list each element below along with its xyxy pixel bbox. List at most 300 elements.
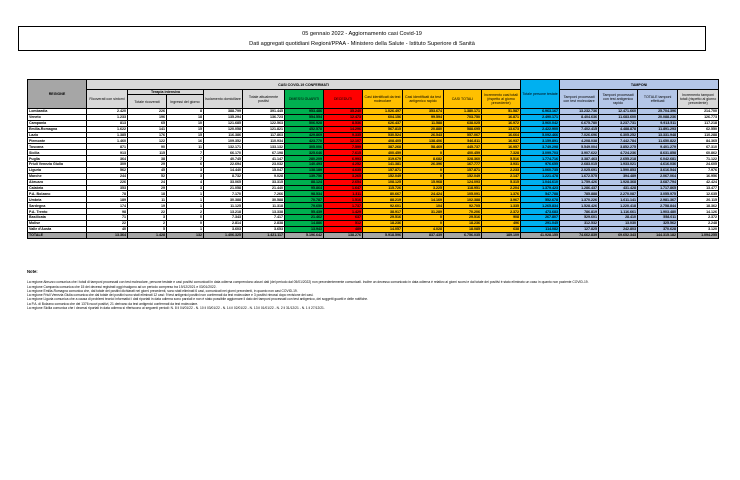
cell-casi-antigenico: 353.674 bbox=[403, 109, 444, 115]
cell-tamponi-molecolare: 786.819 bbox=[560, 209, 599, 215]
cell-casi-totali: 18.236 bbox=[444, 220, 482, 226]
cell-deceduti: 1.311 bbox=[324, 191, 363, 197]
cell-incremento-tamponi: 14.126 bbox=[678, 209, 719, 215]
cell-tamponi-antigenico: 394.489 bbox=[599, 173, 638, 179]
cell-casi-molecolare: 141.381 bbox=[363, 162, 403, 168]
cell-dimessi: 953.486 bbox=[285, 109, 324, 115]
cell-dimessi: 70.787 bbox=[285, 197, 324, 203]
cell-ricoverati-sintomi: 71 bbox=[87, 215, 128, 221]
cell-persone-testate: 1.044.610 bbox=[521, 179, 560, 185]
header-regione: REGIONE bbox=[28, 80, 87, 109]
total-cell-casi-totali: 6.756.035 bbox=[444, 232, 482, 238]
total-cell-ricoverati-sintomi: 13.364 bbox=[87, 232, 128, 238]
cell-regione: Basilicata bbox=[28, 215, 87, 221]
total-cell-tamponi-antigenico: 69.652.343 bbox=[599, 232, 638, 238]
cell-persone-testate: 1.265.834 bbox=[521, 203, 560, 209]
cell-regione: Abruzzo bbox=[28, 179, 87, 185]
cell-persone-testate: 114.082 bbox=[521, 226, 560, 232]
cell-totale-positivi: 30.588 bbox=[243, 197, 285, 203]
cell-totale-tamponi: 1.717.865 bbox=[638, 185, 678, 191]
cell-totale-positivi: 41.147 bbox=[243, 156, 285, 162]
cell-incremento-tamponi: 16.956 bbox=[678, 173, 719, 179]
total-row bbox=[28, 232, 719, 238]
cell-totale-ricoverati: 52 bbox=[128, 173, 167, 179]
cell-tamponi-antigenico: 1.928.368 bbox=[599, 179, 638, 185]
cell-totale-tamponi: 8.631.858 bbox=[638, 150, 678, 156]
cell-ingressi-giorno: 7 bbox=[167, 150, 204, 156]
cell-casi-molecolare: 157.871 bbox=[363, 167, 403, 173]
cell-isolamento: 109.352 bbox=[204, 138, 243, 144]
cell-casi-molecolare: 387.268 bbox=[363, 144, 403, 150]
cell-persone-testate: 2.422.900 bbox=[521, 126, 560, 132]
cell-casi-totali: 124.093 bbox=[444, 179, 482, 185]
cell-casi-totali: 92.705 bbox=[444, 203, 482, 209]
cell-incremento-casi: 16.871 bbox=[482, 114, 521, 120]
cell-ingressi-giorno: 8 bbox=[167, 109, 204, 115]
cell-dimessi: 95.864 bbox=[285, 185, 324, 191]
cell-totale-positivi: 3.653 bbox=[243, 226, 285, 232]
cell-totale-positivi: 7.266 bbox=[243, 191, 285, 197]
cell-tamponi-molecolare: 785.888 bbox=[560, 191, 599, 197]
total-cell-totale-ricoverati: 1.428 bbox=[128, 232, 167, 238]
cell-totale-positivi: 122.563 bbox=[243, 120, 285, 126]
cell-tamponi-antigenico: 11.683.600 bbox=[599, 114, 638, 120]
cell-dimessi: 554.554 bbox=[285, 114, 324, 120]
cell-incremento-casi: 51.587 bbox=[482, 109, 521, 115]
cell-ricoverati-sintomi: 913 bbox=[87, 150, 128, 156]
cell-regione: Friuli Venezia Giulia bbox=[28, 162, 87, 168]
cell-deceduti: 7.615 bbox=[324, 150, 363, 156]
cell-casi-totali: 102.388 bbox=[444, 197, 482, 203]
cell-totale-ricoverati: 11 bbox=[128, 197, 167, 203]
cell-tamponi-molecolare: 3.907.622 bbox=[560, 150, 599, 156]
cell-ricoverati-sintomi: 226 bbox=[87, 179, 128, 185]
cell-ricoverati-sintomi: 1.622 bbox=[87, 126, 128, 132]
cell-casi-molecolare: 1.026.497 bbox=[363, 109, 403, 115]
cell-ingressi-giorno: 3 bbox=[167, 185, 204, 191]
cell-casi-molecolare: 88.219 bbox=[363, 197, 403, 203]
cell-tamponi-antigenico: 6.305.252 bbox=[599, 132, 638, 138]
cell-casi-totali: 29.516 bbox=[444, 215, 482, 221]
cell-dimessi: 506.928 bbox=[285, 120, 324, 126]
cell-dimessi: 55.439 bbox=[285, 209, 324, 215]
cell-deceduti: 2.654 bbox=[324, 179, 363, 185]
covid-data-table bbox=[27, 79, 719, 239]
cell-dimessi: 423.770 bbox=[285, 138, 324, 144]
cell-totale-positivi: 7.417 bbox=[243, 215, 285, 221]
cell-totale-tamponi: 11.891.293 bbox=[638, 126, 678, 132]
cell-ingressi-giorno: 0 bbox=[167, 215, 204, 221]
cell-regione: Emilia-Romagna bbox=[28, 126, 87, 132]
header-incremento-tamponi: Incremento tamponi totali (rispetto al giorno precedente) bbox=[678, 90, 719, 109]
cell-ingressi-giorno: 4 bbox=[167, 179, 204, 185]
cell-dimessi: 140.493 bbox=[285, 162, 324, 168]
cell-totale-positivi: 391.445 bbox=[243, 109, 285, 115]
cell-tamponi-antigenico: 2.270.087 bbox=[599, 191, 638, 197]
total-cell-isolamento: 1.406.325 bbox=[204, 232, 243, 238]
cell-totale-ricoverati: 18 bbox=[128, 191, 167, 197]
cell-isolamento: 21.058 bbox=[204, 185, 243, 191]
cell-isolamento: 11.125 bbox=[204, 203, 243, 209]
cell-ricoverati-sintomi: 1.233 bbox=[87, 114, 128, 120]
cell-incremento-tamponi: 42.424 bbox=[678, 179, 719, 185]
cell-persone-testate: 1.379.423 bbox=[521, 185, 560, 191]
cell-casi-totali: 557.067 bbox=[444, 132, 482, 138]
cell-persone-testate: 976.655 bbox=[521, 162, 560, 168]
note-line: La regione Campania comunica che 15 dei decessi registrati oggi risalgono ad un periodo compreso tra 19/12/2021 e 03/01/2022. bbox=[27, 284, 217, 289]
cell-totale-ricoverati: 65 bbox=[128, 120, 167, 126]
cell-casi-molecolare: 14.057 bbox=[363, 226, 403, 232]
cell-casi-molecolare: 408.405 bbox=[363, 138, 403, 144]
cell-regione: P.A. Bolzano bbox=[28, 191, 87, 197]
cell-incremento-casi: 5.516 bbox=[482, 156, 521, 162]
cell-casi-molecolare: 626.437 bbox=[363, 120, 403, 126]
cell-casi-antigenico: 3.225 bbox=[403, 185, 444, 191]
cell-dimessi: 280.209 bbox=[285, 156, 324, 162]
cell-casi-molecolare: 319.679 bbox=[363, 156, 403, 162]
total-cell-dimessi: 5.196.642 bbox=[285, 232, 324, 238]
cell-regione: Umbria bbox=[28, 197, 87, 203]
cell-isolamento: 135.294 bbox=[204, 114, 243, 120]
cell-dimessi: 13.943 bbox=[285, 226, 324, 232]
total-cell-totale-tamponi: 144.315.182 bbox=[638, 232, 678, 238]
cell-casi-molecolare: 80.667 bbox=[363, 191, 403, 197]
cell-isolamento: 8.732 bbox=[204, 173, 243, 179]
cell-dimessi: 14.886 bbox=[285, 220, 324, 226]
cell-dimessi: 305.006 bbox=[285, 144, 324, 150]
cell-casi-antigenico: 15.968 bbox=[403, 179, 444, 185]
cell-totale-tamponi: 1.903.480 bbox=[638, 209, 678, 215]
cell-totale-tamponi: 2.758.844 bbox=[638, 203, 678, 209]
header-casi-totali: CASI TOTALI bbox=[444, 90, 482, 109]
cell-regione: Liguria bbox=[28, 167, 87, 173]
cell-regione: Calabria bbox=[28, 185, 87, 191]
cell-deceduti: 512 bbox=[324, 220, 363, 226]
cell-tamponi-molecolare: 1.672.575 bbox=[560, 173, 599, 179]
cell-totale-ricoverati: 29 bbox=[128, 185, 167, 191]
cell-ricoverati-sintomi: 78 bbox=[87, 191, 128, 197]
cell-casi-antigenico: 26.396 bbox=[403, 162, 444, 168]
cell-tamponi-molecolare: 8.404.636 bbox=[560, 114, 599, 120]
cell-ricoverati-sintomi: 813 bbox=[87, 120, 128, 126]
cell-totale-ricoverati: 22 bbox=[128, 209, 167, 215]
cell-totale-tamponi: 3.687.794 bbox=[638, 179, 678, 185]
cell-incremento-casi: 638 bbox=[482, 226, 521, 232]
cell-ingressi-giorno: 0 bbox=[167, 220, 204, 226]
cell-totale-tamponi: 558.011 bbox=[638, 215, 678, 221]
cell-totale-positivi: 33.315 bbox=[243, 179, 285, 185]
cell-persone-testate: 3.159.891 bbox=[521, 138, 560, 144]
cell-tamponi-antigenico: 12.471.660 bbox=[599, 109, 638, 115]
cell-persone-testate: 291.045 bbox=[521, 220, 560, 226]
cell-casi-molecolare: 38.917 bbox=[363, 209, 403, 215]
cell-totale-ricoverati: 3 bbox=[128, 215, 167, 221]
cell-dimessi: 325.646 bbox=[285, 150, 324, 156]
cell-isolamento: 33.065 bbox=[204, 179, 243, 185]
cell-tamponi-antigenico: 28.410 bbox=[599, 215, 638, 221]
cell-tamponi-antigenico: 13.030 bbox=[599, 220, 638, 226]
cell-regione: Toscana bbox=[28, 144, 87, 150]
cell-casi-molecolare: 29.516 bbox=[363, 215, 403, 221]
cell-totale-ricoverati: 90 bbox=[128, 144, 167, 150]
cell-isolamento: 116.386 bbox=[204, 132, 243, 138]
cell-deceduti: 14.296 bbox=[324, 126, 363, 132]
header-dimessi: DIMESSI GUARITI bbox=[285, 90, 324, 109]
cell-casi-totali: 18.085 bbox=[444, 226, 482, 232]
cell-ingressi-giorno: 1 bbox=[167, 203, 204, 209]
total-cell-regione: TOTALE bbox=[28, 232, 87, 238]
cell-totale-ricoverati: 24 bbox=[128, 179, 167, 185]
cell-deceduti: 9.335 bbox=[324, 132, 363, 138]
cell-dimessi: 452.578 bbox=[285, 126, 324, 132]
cell-deceduti: 489 bbox=[324, 226, 363, 232]
cell-ricoverati-sintomi: 98 bbox=[87, 209, 128, 215]
cell-isolamento: 388.799 bbox=[204, 109, 243, 115]
cell-casi-molecolare: 400.459 bbox=[363, 150, 403, 156]
header-totale-ricoverati: Totale ricoverati bbox=[128, 95, 167, 109]
cell-incremento-tamponi: 3.120 bbox=[678, 226, 719, 232]
cell-regione: Piemonte bbox=[28, 138, 87, 144]
cell-casi-totali: 105.091 bbox=[444, 191, 482, 197]
cell-totale-ricoverati: 2 bbox=[128, 220, 167, 226]
cell-regione: Marche bbox=[28, 173, 87, 179]
cell-totale-ricoverati: 196 bbox=[128, 114, 167, 120]
cell-tamponi-molecolare: 1.286.437 bbox=[560, 185, 599, 191]
cell-tamponi-antigenico: 4.724.236 bbox=[599, 150, 638, 156]
total-cell-deceduti: 138.276 bbox=[324, 232, 363, 238]
notes-list bbox=[27, 280, 717, 310]
header-tamponi-group: TAMPONI bbox=[560, 80, 719, 90]
header-terapia-group: Terapia intensiva bbox=[128, 90, 204, 95]
cell-incremento-casi: 16.664 bbox=[482, 132, 521, 138]
cell-incremento-tamponi: 12.635 bbox=[678, 191, 719, 197]
cell-casi-antigenico: 0 bbox=[403, 215, 444, 221]
cell-incremento-casi: 2.204 bbox=[482, 185, 521, 191]
notes-heading: Note: bbox=[27, 269, 38, 274]
cell-persone-testate: 552.678 bbox=[521, 197, 560, 203]
cell-isolamento: 2.814 bbox=[204, 220, 243, 226]
table-body bbox=[28, 109, 719, 239]
cell-dimessi: 429.869 bbox=[285, 132, 324, 138]
cell-tamponi-molecolare: 5.549.004 bbox=[560, 144, 599, 150]
cell-regione: Puglia bbox=[28, 156, 87, 162]
cell-ingressi-giorno: 11 bbox=[167, 144, 204, 150]
header-tamponi-antigenico: Tamponi processati con test antigenico rapido bbox=[599, 90, 638, 109]
cell-totale-positivi: 11.318 bbox=[243, 203, 285, 209]
cell-tamponi-antigenico: 3.852.275 bbox=[599, 144, 638, 150]
cell-totale-ricoverati: 141 bbox=[128, 126, 167, 132]
cell-ingressi-giorno: 6 bbox=[167, 162, 204, 168]
cell-ricoverati-sintomi: 189 bbox=[87, 197, 128, 203]
cell-isolamento: 3.603 bbox=[204, 226, 243, 232]
cell-persone-testate: 6.963.167 bbox=[521, 109, 560, 115]
cell-ricoverati-sintomi: 309 bbox=[87, 162, 128, 168]
cell-casi-antigenico: 11.588 bbox=[403, 120, 444, 126]
cell-totale-tamponi: 25.704.396 bbox=[638, 109, 678, 115]
cell-totale-tamponi: 2.981.367 bbox=[638, 197, 678, 203]
cell-incremento-tamponi: 62.550 bbox=[678, 126, 719, 132]
total-cell-ingressi-giorno: 132 bbox=[167, 232, 204, 238]
cell-casi-antigenico: 0 bbox=[403, 220, 444, 226]
report-title-box bbox=[18, 26, 706, 51]
cell-persone-testate: 1.774.716 bbox=[521, 156, 560, 162]
cell-persone-testate: 2.490.171 bbox=[521, 114, 560, 120]
cell-totale-ricoverati: 45 bbox=[128, 167, 167, 173]
cell-incremento-casi: 3.931 bbox=[482, 162, 521, 168]
cell-incremento-tamponi: 110.288 bbox=[678, 132, 719, 138]
cell-casi-antigenico: 14.169 bbox=[403, 197, 444, 203]
header-casi-group: CASI COVID-19 CONFERMATI bbox=[87, 80, 521, 90]
cell-totale-tamponi: 6.042.681 bbox=[638, 156, 678, 162]
cell-deceduti: 7.599 bbox=[324, 144, 363, 150]
cell-incremento-casi: 3.967 bbox=[482, 197, 521, 203]
cell-totale-tamponi: 2.067.064 bbox=[638, 173, 678, 179]
cell-totale-ricoverati: 115 bbox=[128, 150, 167, 156]
cell-dimessi: 138.189 bbox=[285, 167, 324, 173]
cell-ricoverati-sintomi: 1.385 bbox=[87, 132, 128, 138]
cell-ricoverati-sintomi: 22 bbox=[87, 220, 128, 226]
cell-casi-totali: 703.750 bbox=[444, 114, 482, 120]
cell-casi-antigenico: 26.543 bbox=[403, 132, 444, 138]
cell-isolamento: 66.170 bbox=[204, 150, 243, 156]
cell-casi-totali: 328.360 bbox=[444, 156, 482, 162]
cell-isolamento: 13.218 bbox=[204, 209, 243, 215]
cell-regione: P.A. Trento bbox=[28, 209, 87, 215]
cell-deceduti: 12.473 bbox=[324, 114, 363, 120]
cell-deceduti: 1.516 bbox=[324, 197, 363, 203]
cell-totale-tamponi: 11.650.822 bbox=[638, 138, 678, 144]
note-line: La regione Abruzzo comunica che i totali di tamponi processati con test molecolare, persone testate e casi positivi comunicati in data odierna comprendono alcuni dati (del periodo dal 05/01/2022) non precedentemente comunicati. Inoltre un decesso comunicato in data odierna è relativo ai giorni scorsi e dal totale dei positivi è stato eliminato un caso in quanto non paziente COVID-19. bbox=[27, 280, 589, 285]
cell-isolamento: 7.343 bbox=[204, 215, 243, 221]
cell-incremento-tamponi: 2.248 bbox=[678, 220, 719, 226]
cell-totale-ricoverati: 176 bbox=[128, 132, 167, 138]
cell-ricoverati-sintomi: 364 bbox=[87, 156, 128, 162]
cell-incremento-tamponi: 71.122 bbox=[678, 156, 719, 162]
cell-casi-totali: 546.811 bbox=[444, 138, 482, 144]
cell-incremento-tamponi: 60.862 bbox=[678, 150, 719, 156]
cell-ingressi-giorno: 15 bbox=[167, 132, 204, 138]
cell-totale-ricoverati: 19 bbox=[128, 203, 167, 209]
cell-totale-positivi: 9.028 bbox=[243, 173, 285, 179]
cell-casi-totali: 638.025 bbox=[444, 120, 482, 126]
cell-ricoverati-sintomi: 174 bbox=[87, 203, 128, 209]
cell-tamponi-antigenico: 1.933.021 bbox=[599, 162, 638, 168]
cell-tamponi-molecolare: 7.026.696 bbox=[560, 132, 599, 138]
cell-deceduti: 8.536 bbox=[324, 120, 363, 126]
cell-totale-positivi: 2.838 bbox=[243, 220, 285, 226]
cell-totale-ricoverati: 29 bbox=[128, 162, 167, 168]
cell-totale-ricoverati: 38 bbox=[128, 156, 167, 162]
total-cell-incremento-casi: 189.109 bbox=[482, 232, 521, 238]
cell-casi-antigenico: 138.406 bbox=[403, 138, 444, 144]
cell-incremento-casi: 1.335 bbox=[482, 203, 521, 209]
total-cell-casi-molecolare: 5.918.596 bbox=[363, 232, 403, 238]
cell-deceduti: 4.635 bbox=[324, 167, 363, 173]
cell-persone-testate: 1.221.478 bbox=[521, 173, 560, 179]
cell-tamponi-molecolare: 2.683.015 bbox=[560, 162, 599, 168]
cell-ricoverati-sintomi: 871 bbox=[87, 144, 128, 150]
cell-incremento-tamponi: 214.700 bbox=[678, 109, 719, 115]
header-casi-molecolare: Casi identificati da test molecolare bbox=[363, 90, 403, 109]
cell-persone-testate: 1.060.735 bbox=[521, 167, 560, 173]
cell-casi-totali: 588.695 bbox=[444, 126, 482, 132]
cell-persone-testate: 3.960.042 bbox=[521, 120, 560, 126]
cell-isolamento: 30.388 bbox=[204, 197, 243, 203]
cell-tamponi-molecolare: 4.208.038 bbox=[560, 138, 599, 144]
total-cell-casi-antigenico: 837.439 bbox=[403, 232, 444, 238]
cell-ingressi-giorno: 1 bbox=[167, 226, 204, 232]
cell-totale-tamponi: 9.913.511 bbox=[638, 120, 678, 126]
cell-regione: Campania bbox=[28, 120, 87, 126]
cell-incremento-tamponi: 117.218 bbox=[678, 120, 719, 126]
note-line: La regione Liguria comunica che a causa di problemi tecnici informatici i dati riportati in data odierna sono parziali e non è stato possibile aggiornare il dato dei tamponi processati con test antigenico, dei soggetti guariti e delle notifiche. bbox=[27, 297, 369, 302]
header-isolamento: Isolamento domiciliare bbox=[204, 90, 243, 109]
cell-totale-positivi: 136.723 bbox=[243, 114, 285, 120]
notes-section bbox=[27, 270, 717, 310]
cell-casi-molecolare: 567.815 bbox=[363, 126, 403, 132]
cell-ingressi-giorno: 16 bbox=[167, 138, 204, 144]
cell-ricoverati-sintomi: 244 bbox=[87, 173, 128, 179]
cell-tamponi-antigenico: 1.116.661 bbox=[599, 209, 638, 215]
cell-incremento-tamponi: 7.976 bbox=[678, 167, 719, 173]
cell-totale-positivi: 15.047 bbox=[243, 167, 285, 173]
cell-dimessi: 139.756 bbox=[285, 173, 324, 179]
cell-incremento-casi: 16.957 bbox=[482, 144, 521, 150]
cell-regione: Lombardia bbox=[28, 109, 87, 115]
cell-casi-totali: 157.871 bbox=[444, 167, 482, 173]
cell-casi-totali: 1.380.171 bbox=[444, 109, 482, 115]
header-tamponi-molecolare: Tamponi processati con test molecolare bbox=[560, 90, 599, 109]
cell-tamponi-molecolare: 529.601 bbox=[560, 215, 599, 221]
cell-totale-tamponi: 9.401.279 bbox=[638, 144, 678, 150]
cell-isolamento: 120.058 bbox=[204, 126, 243, 132]
cell-casi-totali: 400.459 bbox=[444, 150, 482, 156]
cell-deceduti: 35.240 bbox=[324, 109, 363, 115]
cell-casi-antigenico: 31.289 bbox=[403, 209, 444, 215]
cell-incremento-casi: 496 bbox=[482, 220, 521, 226]
cell-incremento-tamponi: 13.477 bbox=[678, 185, 719, 191]
cell-tamponi-antigenico: 431.428 bbox=[599, 185, 638, 191]
cell-totale-positivi: 117.863 bbox=[243, 132, 285, 138]
cell-casi-antigenico: 0 bbox=[403, 173, 444, 179]
note-line: La P.A. di Bolzano comunica che dei 1376 nuovi positivi, 21 derivano da test antigenici confermati da test molecolare. bbox=[27, 301, 199, 306]
cell-casi-molecolare: 530.524 bbox=[363, 132, 403, 138]
cell-deceduti: 4.252 bbox=[324, 162, 363, 168]
cell-deceduti: 12.107 bbox=[324, 138, 363, 144]
cell-tamponi-molecolare: 6.675.780 bbox=[560, 120, 599, 126]
cell-tamponi-molecolare: 13.232.736 bbox=[560, 109, 599, 115]
cell-casi-antigenico: 104 bbox=[403, 203, 444, 209]
cell-totale-positivi: 110.934 bbox=[243, 138, 285, 144]
cell-casi-antigenico: 0 bbox=[403, 150, 444, 156]
cell-casi-molecolare: 604.156 bbox=[363, 114, 403, 120]
report-subtitle: Dati aggregati quotidiani Regioni/PPAA - Ministero della Salute - Istituto Superiore di Sanità bbox=[249, 41, 475, 47]
cell-tamponi-molecolare: 3.387.463 bbox=[560, 156, 599, 162]
cell-casi-totali: 152.049 bbox=[444, 173, 482, 179]
cell-totale-tamponi: 370.628 bbox=[638, 226, 678, 232]
cell-totale-positivi: 21.440 bbox=[243, 185, 285, 191]
cell-tamponi-antigenico: 2.655.218 bbox=[599, 156, 638, 162]
cell-isolamento: 121.685 bbox=[204, 120, 243, 126]
cell-ingressi-giorno: 18 bbox=[167, 114, 204, 120]
cell-dimessi: 79.650 bbox=[285, 203, 324, 209]
total-cell-incremento-tamponi: 1.094.255 bbox=[678, 232, 719, 238]
cell-tamponi-antigenico: 3.237.731 bbox=[599, 120, 638, 126]
cell-totale-tamponi: 13.331.948 bbox=[638, 132, 678, 138]
header-deceduti: DECEDUTI bbox=[324, 90, 363, 109]
cell-totale-ricoverati: 122 bbox=[128, 138, 167, 144]
cell-casi-totali: 70.206 bbox=[444, 209, 482, 215]
